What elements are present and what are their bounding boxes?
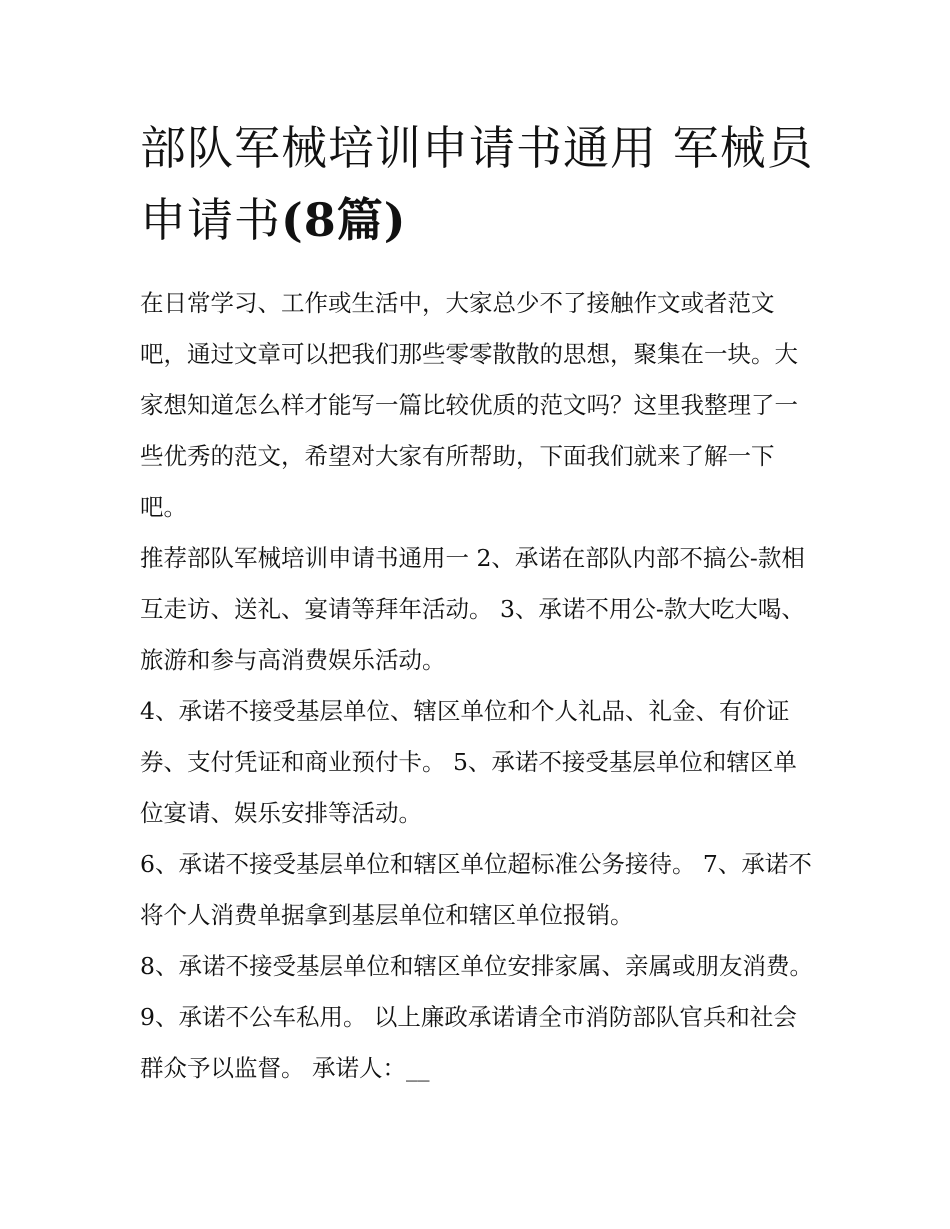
intro-paragraph: 在日常学习、工作或生活中，大家总少不了接触作文或者范文吧，通过文章可以把我们那些零零散散的思想，聚集在一块。大家想知道怎么样才能写一篇比较优质的范文吗？这里我整理了一些优秀的范文，希望对大家有所帮助，下面我们就来了解一下吧。 — [140, 289, 798, 521]
document-body — [140, 112, 820, 1094]
body-paragraph-1: 推荐部队军械培训申请书通用一 2、承诺在部队内部不搞公-款相互走访、送礼、宴请等拜年活动。 3、承诺不用公-款大吃大喝、旅游和参与高消费娱乐活动。 — [140, 544, 805, 674]
title-suffix-text: (8篇) — [281, 193, 407, 247]
title-main-text: 部队军械培训申请书通用 军械员申请书 — [140, 121, 814, 247]
body-paragraph-4: 8、承诺不接受基层单位和辖区单位安排家属、亲属或朋友消费。 9、承诺不公车私用。 以上廉政承诺请全市消防部队官兵和社会群众予以监督。 承诺人：__ — [140, 952, 813, 1082]
body-paragraph-2: 4、承诺不接受基层单位、辖区单位和个人礼品、礼金、有价证券、支付凭证和商业预付卡。 5、承诺不接受基层单位和辖区单位宴请、娱乐安排等活动。 — [140, 697, 797, 827]
body-paragraph-3: 6、承诺不接受基层单位和辖区单位超标准公务接待。 7、承诺不将个人消费单据拿到基层单位和辖区单位报销。 — [140, 850, 812, 929]
document-title — [140, 112, 820, 256]
